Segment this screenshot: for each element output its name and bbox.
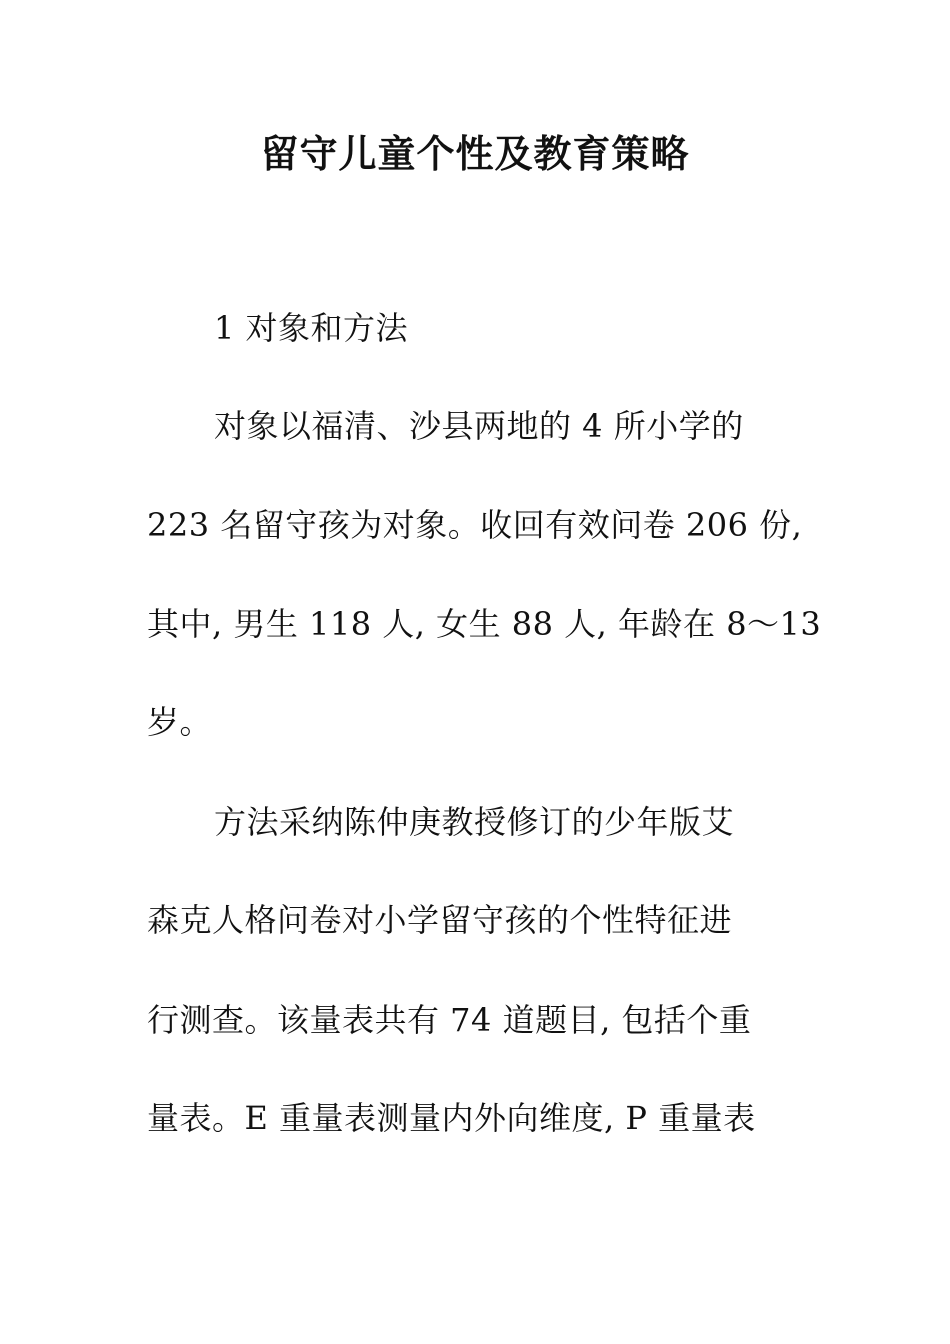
- body-line-2: 223 名留守孩为对象。收回有效问卷 206 份,: [147, 506, 803, 544]
- body-line-8: 量表。E 重量表测量内外向维度, P 重量表: [147, 1099, 756, 1137]
- section-heading: 1 对象和方法: [214, 309, 409, 347]
- body-line-5: 方法采纳陈仲庚教授修订的少年版艾: [214, 803, 735, 841]
- body-line-3: 其中, 男生 118 人, 女生 88 人, 年龄在 8～13: [147, 605, 822, 643]
- body-line-4: 岁。: [147, 703, 213, 741]
- body-line-6: 森克人格问卷对小学留守孩的个性特征进: [147, 901, 733, 939]
- body-line-1: 对象以福清、沙县两地的 4 所小学的: [214, 407, 744, 445]
- body-line-7: 行测查。该量表共有 74 道题目, 包括个重: [147, 1001, 752, 1039]
- document-title: 留守儿童个性及教育策略: [260, 131, 690, 176]
